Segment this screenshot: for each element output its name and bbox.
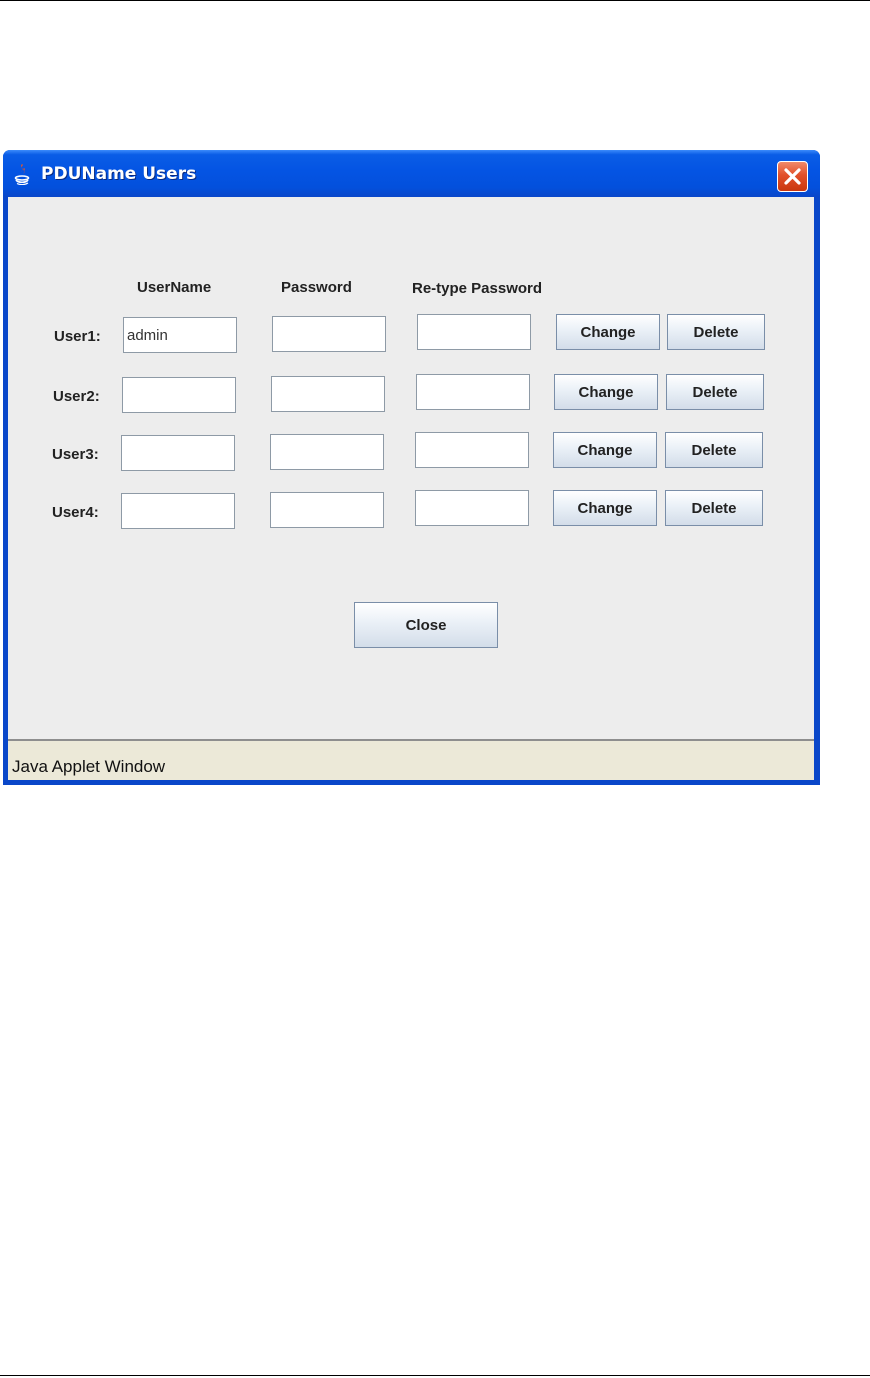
top-rule [0, 0, 870, 1]
user3-retype-password-field[interactable] [415, 432, 529, 468]
user2-change-button[interactable]: Change [554, 374, 658, 410]
window-close-button[interactable] [777, 161, 808, 192]
user4-change-button[interactable]: Change [553, 490, 657, 526]
password-column-header: Password [281, 279, 352, 296]
user3-label: User3: [52, 446, 99, 463]
user4-username-field[interactable] [121, 493, 235, 529]
user2-retype-password-field[interactable] [416, 374, 530, 410]
username-column-header: UserName [137, 279, 212, 296]
user3-password-field[interactable] [270, 434, 384, 470]
user4-delete-button[interactable]: Delete [665, 490, 763, 526]
user1-delete-button[interactable]: Delete [667, 314, 765, 350]
user3-delete-button[interactable]: Delete [665, 432, 763, 468]
title-bar[interactable] [3, 150, 820, 197]
window-title: PDUName Users [41, 164, 197, 184]
user1-change-button[interactable]: Change [556, 314, 660, 350]
user4-retype-password-field[interactable] [415, 490, 529, 526]
applet-window [3, 150, 820, 785]
user2-username-field[interactable] [122, 377, 236, 413]
user1-password-field[interactable] [272, 316, 386, 352]
java-icon [13, 163, 31, 185]
user4-password-field[interactable] [270, 492, 384, 528]
user2-label: User2: [53, 388, 100, 405]
retype-password-column-header: Re-type Password [412, 280, 543, 297]
user1-username-field[interactable] [123, 317, 237, 353]
dialog-content [8, 197, 814, 739]
user1-label: User1: [54, 328, 101, 345]
status-bar-text: Java Applet Window [12, 757, 166, 776]
status-bar [8, 739, 814, 780]
bottom-rule [0, 1375, 870, 1376]
user3-change-button[interactable]: Change [553, 432, 657, 468]
close-icon [778, 162, 807, 191]
user2-password-field[interactable] [271, 376, 385, 412]
close-button[interactable]: Close [354, 602, 498, 648]
user4-label: User4: [52, 504, 99, 521]
user3-username-field[interactable] [121, 435, 235, 471]
user2-delete-button[interactable]: Delete [666, 374, 764, 410]
user1-retype-password-field[interactable] [417, 314, 531, 350]
